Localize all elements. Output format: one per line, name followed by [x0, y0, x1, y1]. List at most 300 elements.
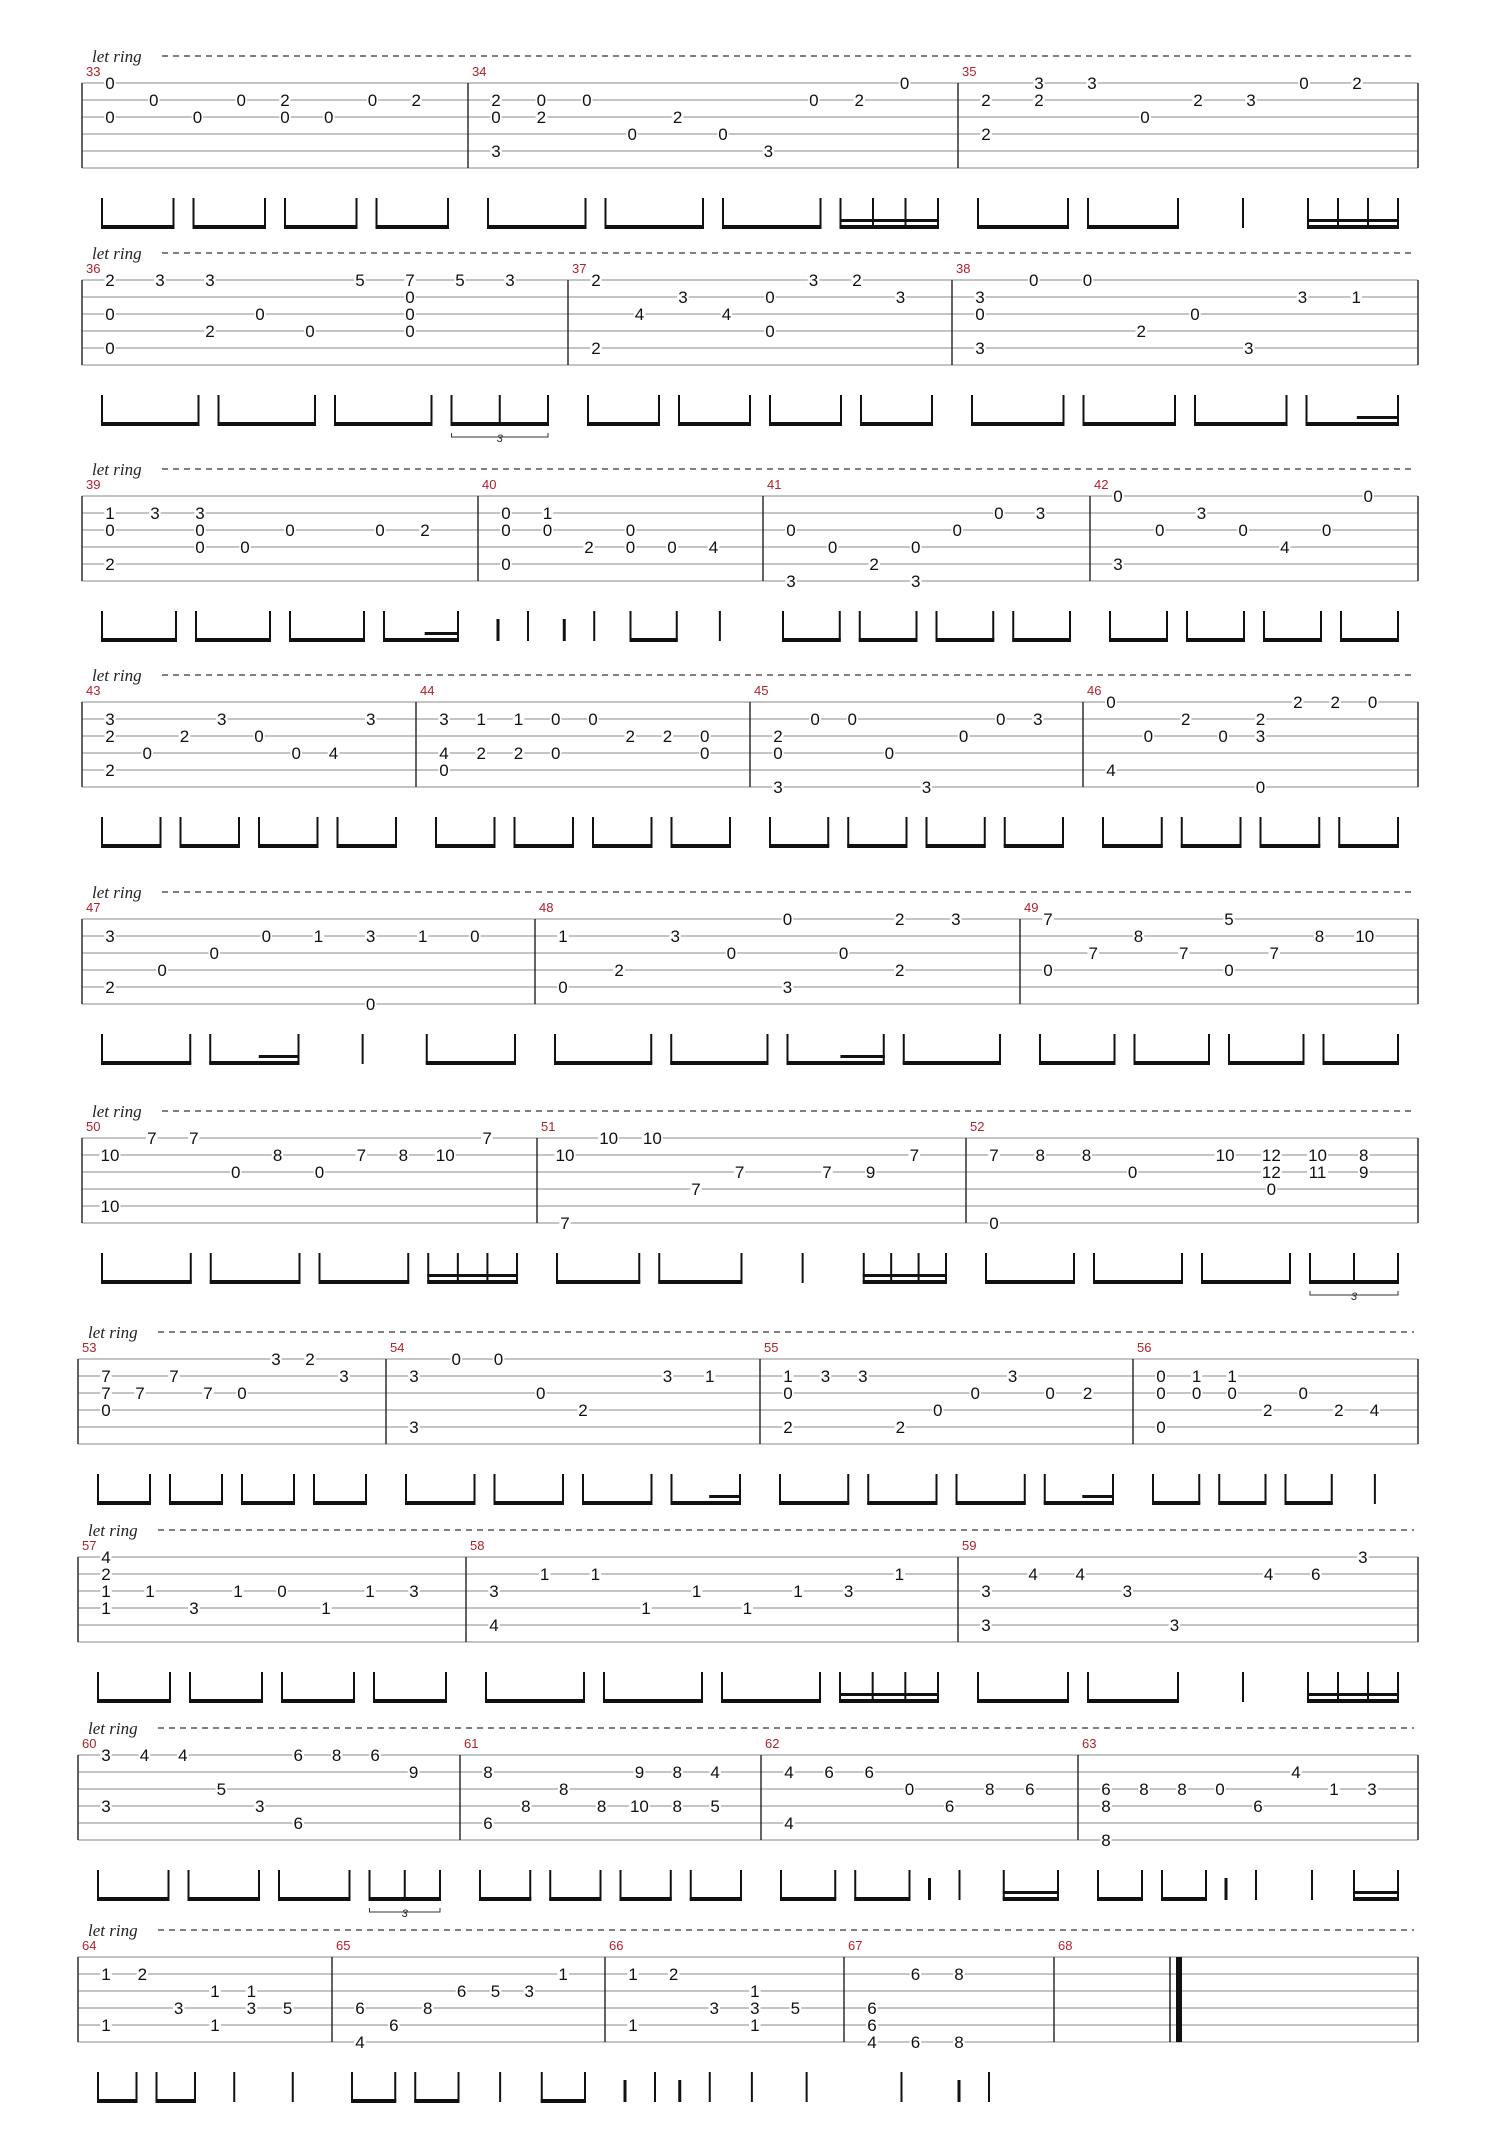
- beam: [671, 1501, 742, 1505]
- fret-number: 4: [1028, 1565, 1038, 1584]
- fret-number: 1: [476, 710, 486, 729]
- fret-number: 0: [786, 521, 796, 540]
- fret-number: 3: [975, 339, 985, 358]
- fret-number: 1: [513, 710, 524, 729]
- fret-number: 3: [255, 1797, 265, 1816]
- fret-number: 6: [1253, 1797, 1263, 1816]
- measure-number: 57: [82, 1538, 97, 1553]
- fret-number: 1: [313, 927, 324, 946]
- fret-number: 1: [783, 1367, 793, 1386]
- fret-number: 8: [331, 1746, 342, 1765]
- beam: [690, 1897, 742, 1901]
- beam: [209, 1061, 299, 1065]
- beam: [769, 844, 829, 848]
- fret-number: 3: [271, 1350, 281, 1369]
- fret-number: 10: [555, 1146, 575, 1165]
- fret-number: 4: [710, 1763, 720, 1782]
- fret-number: 0: [667, 538, 677, 557]
- beam: [369, 1897, 442, 1901]
- fret-number: 2: [1262, 1401, 1273, 1420]
- fret-number: 10: [435, 1146, 455, 1165]
- fret-number: 3: [246, 1999, 257, 2018]
- fret-number: 7: [101, 1367, 111, 1386]
- measure-37: [572, 261, 933, 426]
- fret-number: 3: [173, 1999, 184, 2018]
- beam: [956, 1501, 1026, 1505]
- fret-number: 3: [981, 1582, 991, 1601]
- fret-number: 8: [1133, 927, 1144, 946]
- let-ring-label: let ring: [92, 460, 142, 479]
- measure-number: 62: [765, 1736, 780, 1751]
- fret-number: 7: [203, 1384, 213, 1403]
- fret-number: 2: [101, 1565, 111, 1584]
- beam: [485, 1699, 585, 1703]
- fret-number: 0: [847, 710, 857, 729]
- measure-number: 34: [472, 64, 487, 79]
- measure-38: [956, 261, 1399, 426]
- beam: [1353, 1897, 1399, 1901]
- fret-number: 2: [476, 744, 486, 763]
- fret-number: 3: [105, 710, 115, 729]
- fret-number: 5: [216, 1780, 227, 1799]
- fret-number: 0: [904, 1780, 915, 1799]
- fret-number: 0: [899, 74, 910, 93]
- fret-number: 2: [614, 961, 624, 980]
- beam: [1218, 1501, 1266, 1505]
- fret-number: 6: [1311, 1565, 1321, 1584]
- beam: [1003, 1897, 1059, 1901]
- beam: [1087, 225, 1179, 229]
- fret-number: 4: [1280, 538, 1290, 557]
- fret-number: 1: [793, 1582, 803, 1601]
- fret-number: 3: [1033, 710, 1043, 729]
- fret-number: 6: [910, 2033, 921, 2052]
- fret-number: 3: [101, 1746, 111, 1765]
- fret-number: 3: [858, 1367, 868, 1386]
- fret-number: 5: [490, 1982, 501, 2001]
- fret-number: 2: [1352, 74, 1362, 93]
- fret-number: 4: [355, 2033, 365, 2052]
- sixteenth-beam: [1003, 1891, 1059, 1894]
- fret-number: 0: [1299, 74, 1309, 93]
- fret-number: 6: [867, 1999, 877, 2018]
- fret-number: 0: [1156, 1384, 1166, 1403]
- beam: [977, 1699, 1069, 1703]
- beam: [549, 1897, 601, 1901]
- fret-number: 4: [1369, 1401, 1380, 1420]
- fret-number: 0: [285, 521, 295, 540]
- fret-number: 0: [280, 108, 290, 127]
- fret-number: 4: [101, 1548, 111, 1567]
- beam: [985, 1280, 1075, 1284]
- measure-48: [539, 900, 1001, 1065]
- fret-number: 0: [255, 305, 265, 324]
- beam: [1093, 1280, 1183, 1284]
- measure-42: [1094, 477, 1399, 642]
- beam: [169, 1501, 223, 1505]
- fret-number: 10: [1215, 1146, 1235, 1165]
- beam: [494, 1501, 565, 1505]
- fret-number: 3: [773, 778, 783, 797]
- fret-number: 3: [1246, 91, 1256, 110]
- fret-number: 4: [1106, 761, 1116, 780]
- measure-number: 59: [962, 1538, 977, 1553]
- fret-number: 3: [491, 142, 501, 161]
- beam: [592, 844, 653, 848]
- beam: [867, 1501, 937, 1505]
- fret-number: 0: [105, 305, 115, 324]
- fret-number: 0: [1227, 1384, 1237, 1403]
- measure-number: 64: [82, 1938, 97, 1953]
- fret-number: 0: [726, 944, 737, 963]
- fret-number: 0: [1321, 521, 1332, 540]
- beam: [241, 1501, 295, 1505]
- fret-number: 4: [489, 1616, 499, 1635]
- sixteenth-beam: [839, 1693, 939, 1696]
- fret-number: 2: [513, 744, 524, 763]
- beam: [479, 1897, 531, 1901]
- fret-number: 2: [869, 555, 879, 574]
- beam: [630, 638, 678, 642]
- fret-number: 2: [205, 322, 215, 341]
- fret-number: 3: [105, 927, 115, 946]
- measure-number: 46: [1087, 683, 1102, 698]
- fret-number: 0: [1266, 1180, 1277, 1199]
- fret-number: 0: [1215, 1780, 1225, 1799]
- fret-number: 2: [895, 1418, 906, 1437]
- fret-number: 0: [933, 1401, 943, 1420]
- fret-number: 3: [1358, 1548, 1368, 1567]
- fret-number: 4: [1291, 1763, 1301, 1782]
- beam: [1307, 225, 1399, 229]
- fret-number: 6: [355, 1999, 365, 2018]
- measure-67: [848, 1938, 989, 2102]
- beam: [1097, 1897, 1143, 1901]
- beam: [658, 1280, 742, 1284]
- measure-43: [86, 683, 397, 848]
- beam: [769, 422, 842, 426]
- fret-number: 1: [641, 1599, 651, 1618]
- beam: [1083, 422, 1177, 426]
- beam: [376, 225, 450, 229]
- let-ring-label: let ring: [92, 666, 142, 685]
- fret-number: 1: [101, 1599, 111, 1618]
- beam: [195, 638, 271, 642]
- beam: [188, 1897, 261, 1901]
- fret-number: 2: [1334, 1401, 1344, 1420]
- fret-number: 2: [1136, 322, 1146, 341]
- fret-number: 0: [277, 1582, 287, 1601]
- sixteenth-beam: [709, 1495, 741, 1498]
- fret-number: 2: [1034, 91, 1044, 110]
- beam: [1039, 1061, 1116, 1065]
- fret-number: 0: [970, 1384, 980, 1403]
- fret-number: 7: [189, 1129, 199, 1148]
- fret-number: 3: [921, 778, 932, 797]
- fret-number: 9: [1359, 1163, 1369, 1182]
- fret-number: 1: [628, 2016, 638, 2035]
- fret-number: 0: [627, 125, 637, 144]
- fret-number: 7: [1179, 944, 1189, 963]
- fret-number: 0: [105, 339, 115, 358]
- fret-number: 3: [1367, 1780, 1377, 1799]
- fret-number: 6: [944, 1797, 955, 1816]
- fret-number: 12: [1261, 1163, 1281, 1182]
- fret-number: 0: [588, 710, 598, 729]
- fret-number: 2: [895, 961, 905, 980]
- beam: [278, 1897, 351, 1901]
- fret-number: 4: [784, 1814, 794, 1833]
- fret-number: 2: [1082, 1384, 1093, 1403]
- tab-system: [82, 666, 1418, 848]
- fret-number: 9: [408, 1763, 419, 1782]
- fret-number: 8: [521, 1797, 531, 1816]
- fret-number: 8: [1139, 1780, 1149, 1799]
- sixteenth-beam: [427, 1274, 518, 1277]
- beam: [859, 638, 918, 642]
- sixteenth-beam: [840, 1055, 884, 1058]
- fret-number: 5: [1224, 910, 1234, 929]
- fret-number: 4: [139, 1746, 150, 1765]
- fret-number: 8: [672, 1797, 683, 1816]
- fret-number: 0: [765, 322, 775, 341]
- beam: [620, 1897, 672, 1901]
- fret-number: 3: [489, 1582, 499, 1601]
- measure-number: 52: [970, 1119, 985, 1134]
- fret-number: 4: [867, 2033, 877, 2052]
- measure-number: 33: [86, 64, 101, 79]
- fret-number: 0: [810, 710, 820, 729]
- tab-system: [82, 47, 1418, 229]
- fret-number: 0: [291, 744, 301, 763]
- fret-number: 0: [237, 1384, 247, 1403]
- let-ring-label: let ring: [88, 1921, 138, 1940]
- fret-number: 2: [854, 91, 864, 110]
- fret-number: 0: [782, 910, 793, 929]
- fret-number: 0: [996, 710, 1006, 729]
- fret-number: 6: [910, 1965, 921, 1984]
- beam: [284, 225, 358, 229]
- fret-number: 10: [629, 1797, 649, 1816]
- fret-number: 6: [824, 1763, 834, 1782]
- fret-number: 0: [501, 555, 511, 574]
- fret-number: 0: [625, 538, 636, 557]
- sixteenth-beam: [1353, 1891, 1399, 1894]
- beam: [101, 225, 175, 229]
- beam: [156, 2099, 197, 2103]
- beam: [605, 225, 705, 229]
- let-ring-label: let ring: [92, 883, 142, 902]
- beam: [721, 1699, 821, 1703]
- sixteenth-beam: [840, 219, 940, 222]
- fret-number: 7: [101, 1384, 111, 1403]
- measure-36: [86, 261, 549, 445]
- fret-number: 1: [590, 1565, 601, 1584]
- tab-system: [78, 1323, 1418, 1505]
- beam: [189, 1699, 263, 1703]
- beam: [1152, 1501, 1200, 1505]
- fret-number: 10: [599, 1129, 619, 1148]
- beam: [319, 1280, 410, 1284]
- tab-system: [78, 1921, 1418, 2103]
- fret-number: 1: [742, 1599, 753, 1618]
- fret-number: 10: [100, 1146, 120, 1165]
- measure-59: [962, 1538, 1399, 1703]
- measure-47: [86, 900, 516, 1065]
- measure-number: 65: [336, 1938, 351, 1953]
- fret-number: 0: [536, 1384, 546, 1403]
- fret-number: 2: [773, 727, 783, 746]
- beam: [101, 1280, 192, 1284]
- let-ring-label: let ring: [92, 47, 142, 66]
- beam: [936, 638, 995, 642]
- fret-number: 2: [536, 108, 547, 127]
- fret-number: 6: [456, 1982, 467, 2001]
- fret-number: 3: [1087, 74, 1097, 93]
- beam: [582, 1501, 653, 1505]
- fret-number: 3: [155, 271, 165, 290]
- fret-number: 3: [951, 910, 961, 929]
- beam: [1307, 1699, 1399, 1703]
- beam: [101, 1061, 191, 1065]
- fret-number: 0: [192, 108, 203, 127]
- measure-number: 35: [962, 64, 977, 79]
- measure-number: 58: [470, 1538, 485, 1553]
- fret-number: 2: [591, 271, 601, 290]
- fret-number: 0: [1143, 727, 1154, 746]
- fret-number: 0: [305, 322, 315, 341]
- beam: [281, 1699, 355, 1703]
- fret-number: 2: [783, 1418, 793, 1437]
- fret-number: 2: [591, 339, 601, 358]
- fret-number: 0: [157, 961, 167, 980]
- fret-number: 4: [708, 538, 719, 557]
- fret-number: 4: [328, 744, 339, 763]
- fret-number: 8: [558, 1780, 569, 1799]
- fret-number: 3: [205, 271, 215, 290]
- fret-number: 6: [293, 1746, 303, 1765]
- fret-number: 3: [195, 504, 205, 523]
- fret-number: 0: [958, 727, 969, 746]
- let-ring-label: let ring: [88, 1323, 138, 1342]
- fret-number: 1: [558, 1965, 568, 1984]
- measure-63: [1082, 1736, 1399, 1901]
- let-ring-label: let ring: [88, 1719, 138, 1738]
- fret-number: 1: [691, 1582, 702, 1601]
- beam: [1201, 1280, 1291, 1284]
- fret-number: 10: [1308, 1146, 1328, 1165]
- fret-number: 0: [910, 538, 921, 557]
- measure-34: [472, 64, 939, 229]
- measure-number: 40: [482, 477, 497, 492]
- let-ring-label: let ring: [92, 244, 142, 263]
- fret-number: 2: [672, 108, 683, 127]
- fret-number: 2: [1293, 693, 1303, 712]
- fret-number: 2: [578, 1401, 588, 1420]
- fret-number: 3: [1196, 504, 1207, 523]
- fret-number: 0: [994, 504, 1004, 523]
- beam: [839, 1699, 939, 1703]
- fret-number: 3: [101, 1797, 111, 1816]
- fret-number: 0: [105, 74, 115, 93]
- beam: [1012, 638, 1071, 642]
- measure-number: 38: [956, 261, 971, 276]
- fret-number: 3: [189, 1599, 199, 1618]
- fret-number: 0: [365, 995, 376, 1014]
- fret-number: 2: [668, 1965, 679, 1984]
- fret-number: 7: [356, 1146, 367, 1165]
- beam: [451, 422, 550, 426]
- tab-system: [82, 1102, 1418, 1303]
- beam: [779, 1501, 849, 1505]
- fret-number: 1: [750, 1982, 760, 2001]
- fret-number: 1: [418, 927, 428, 946]
- measure-number: 50: [86, 1119, 101, 1134]
- fret-number: 0: [700, 727, 710, 746]
- fret-number: 0: [439, 761, 449, 780]
- beam: [1309, 1280, 1399, 1284]
- sixteenth-beam: [1082, 1495, 1114, 1498]
- fret-number: 0: [1238, 521, 1248, 540]
- let-ring-label: let ring: [88, 1521, 138, 1540]
- measure-number: 56: [1137, 1340, 1152, 1355]
- beam: [101, 844, 162, 848]
- fret-number: 8: [1101, 1797, 1111, 1816]
- fret-number: 2: [305, 1350, 315, 1369]
- fret-number: 8: [954, 2033, 964, 2052]
- measure-number: 51: [541, 1119, 556, 1134]
- fret-number: 0: [324, 108, 334, 127]
- beam: [180, 844, 241, 848]
- fret-number: 6: [370, 1746, 380, 1765]
- fret-number: 2: [662, 727, 673, 746]
- fret-number: 3: [217, 710, 227, 729]
- fret-number: 2: [105, 978, 115, 997]
- measure-number: 36: [86, 261, 101, 276]
- beam: [1285, 1501, 1333, 1505]
- fret-number: 9: [634, 1763, 645, 1782]
- fret-number: 8: [422, 1999, 433, 2018]
- fret-number: 0: [1113, 487, 1123, 506]
- fret-number: 3: [786, 572, 796, 591]
- tab-system: [78, 1521, 1418, 1703]
- beam: [722, 225, 822, 229]
- fret-number: 3: [1122, 1582, 1133, 1601]
- fret-number: 1: [145, 1582, 155, 1601]
- fret-number: 3: [1007, 1367, 1018, 1386]
- fret-number: 0: [1191, 1384, 1202, 1403]
- measure-number: 68: [1058, 1938, 1073, 1953]
- triplet-label: 3: [401, 1908, 408, 1920]
- fret-number: 1: [705, 1367, 715, 1386]
- fret-number: 8: [984, 1780, 995, 1799]
- fret-number: 5: [355, 271, 365, 290]
- fret-number: 0: [1154, 521, 1165, 540]
- beam: [426, 1061, 516, 1065]
- sixteenth-beam: [1357, 416, 1399, 419]
- fret-number: 3: [763, 142, 774, 161]
- fret-number: 8: [954, 1965, 964, 1984]
- fret-number: 0: [551, 710, 561, 729]
- fret-number: 8: [1314, 927, 1325, 946]
- fret-number: 1: [542, 504, 553, 523]
- fret-number: 2: [1330, 693, 1340, 712]
- beam: [603, 1699, 703, 1703]
- fret-number: 0: [195, 538, 205, 557]
- fret-number: 0: [491, 108, 501, 127]
- beam: [1044, 1501, 1114, 1505]
- beam: [193, 225, 267, 229]
